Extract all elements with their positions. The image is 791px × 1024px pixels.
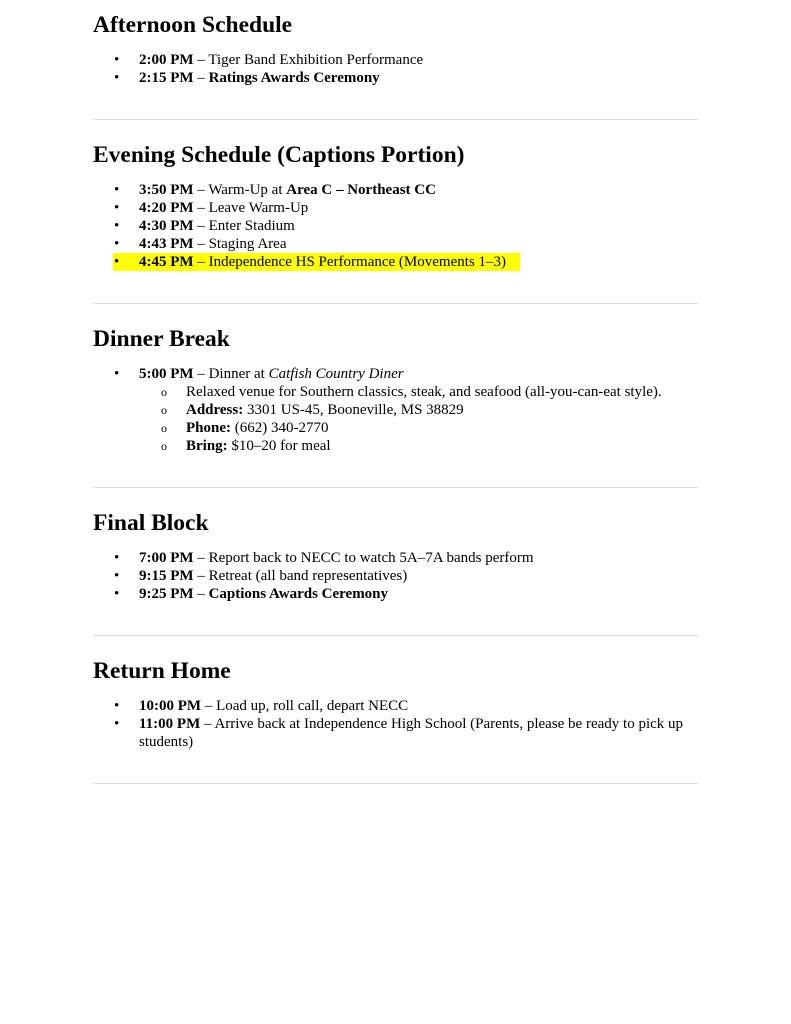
divider xyxy=(93,303,698,304)
bring-value: $10–20 for meal xyxy=(227,438,331,454)
item-time: 4:45 PM xyxy=(139,254,194,270)
divider xyxy=(93,487,698,488)
list-item xyxy=(93,697,698,715)
item-time: 4:30 PM xyxy=(139,218,194,234)
phone-value: (662) 340-2770 xyxy=(231,420,329,436)
address-label: Address: xyxy=(186,402,244,418)
item-text: Leave Warm-Up xyxy=(208,200,309,216)
item-text-bold: Ratings Awards Ceremony xyxy=(208,70,380,86)
bullet-icon: • xyxy=(114,182,120,198)
item-text: Report back to NECC to watch 5A–7A bands perform xyxy=(208,550,534,566)
item-time: 4:20 PM xyxy=(139,200,194,216)
section-heading: Dinner Break xyxy=(93,326,230,352)
address-value: 3301 US-45, Booneville, MS 38829 xyxy=(243,402,464,418)
separator: – xyxy=(193,200,209,216)
divider xyxy=(93,783,698,784)
sub-list-item xyxy=(93,383,698,401)
bullet-icon: • xyxy=(114,52,120,68)
bullet-icon: • xyxy=(114,200,120,216)
separator: – xyxy=(193,254,209,270)
item-location: Area C – Northeast CC xyxy=(286,182,436,198)
section-final-block xyxy=(93,509,698,636)
list-item xyxy=(93,567,698,585)
bullet-icon: • xyxy=(114,550,120,566)
list-item xyxy=(93,365,698,383)
section-heading: Evening Schedule (Captions Portion) xyxy=(93,142,465,168)
item-time: 2:00 PM xyxy=(139,52,194,68)
highlighted-list-item xyxy=(93,253,698,271)
item-time: 7:00 PM xyxy=(139,550,194,566)
circle-bullet-icon: o xyxy=(161,385,167,399)
item-text: Staging Area xyxy=(208,236,287,252)
list-item xyxy=(93,549,698,567)
bullet-icon: • xyxy=(114,218,120,234)
bullet-icon: • xyxy=(114,716,120,732)
restaurant-name: Catfish Country Diner xyxy=(268,366,404,382)
separator: – xyxy=(193,70,209,86)
item-text: Load up, roll call, depart NECC xyxy=(216,698,409,714)
divider xyxy=(93,635,698,636)
item-text: Warm-Up at xyxy=(208,182,287,198)
separator: – xyxy=(193,568,209,584)
list-item xyxy=(93,585,698,603)
section-evening-schedule xyxy=(93,141,698,304)
bullet-icon: • xyxy=(114,236,120,252)
list-item xyxy=(93,199,698,217)
sub-list-item xyxy=(93,419,698,437)
item-text: Retreat (all band representatives) xyxy=(208,568,408,584)
item-time: 9:15 PM xyxy=(139,568,194,584)
bring-label: Bring: xyxy=(186,438,228,454)
list-item xyxy=(93,51,698,69)
item-text: Arrive back at Independence High School (Parents, please be ready to pick up students) xyxy=(139,716,684,750)
section-dinner-break xyxy=(93,325,698,488)
item-time: 4:43 PM xyxy=(139,236,194,252)
item-text: Relaxed venue for Southern classics, steak, and seafood (all-you-can-eat style). xyxy=(186,384,662,400)
sub-list-item xyxy=(93,437,698,455)
section-heading: Return Home xyxy=(93,658,231,684)
schedule-list xyxy=(93,365,698,383)
separator: – xyxy=(193,366,209,382)
document-page xyxy=(93,0,698,784)
section-return-home xyxy=(93,657,698,784)
list-item xyxy=(93,181,698,199)
separator: – xyxy=(200,716,215,732)
divider xyxy=(93,119,698,120)
section-heading: Final Block xyxy=(93,510,209,536)
separator: – xyxy=(193,182,209,198)
item-time: 9:25 PM xyxy=(139,586,194,602)
section-heading: Afternoon Schedule xyxy=(93,12,293,38)
item-time: 2:15 PM xyxy=(139,70,194,86)
separator: – xyxy=(193,218,209,234)
schedule-list xyxy=(93,549,698,603)
bullet-icon: • xyxy=(114,568,120,584)
sub-list-item xyxy=(93,401,698,419)
list-item xyxy=(93,235,698,253)
bullet-icon: • xyxy=(114,254,120,270)
section-afternoon-schedule xyxy=(93,0,698,120)
item-time: 5:00 PM xyxy=(139,366,194,382)
circle-bullet-icon: o xyxy=(161,439,167,453)
separator: – xyxy=(193,236,209,252)
separator: – xyxy=(193,52,209,68)
list-item xyxy=(93,69,698,87)
phone-label: Phone: xyxy=(186,420,231,436)
item-text: Dinner at xyxy=(208,366,269,382)
item-text-bold: Captions Awards Ceremony xyxy=(208,586,389,602)
circle-bullet-icon: o xyxy=(161,421,167,435)
separator: – xyxy=(193,586,209,602)
item-text: Enter Stadium xyxy=(208,218,295,234)
list-item xyxy=(93,217,698,235)
schedule-list xyxy=(93,181,698,271)
dinner-details-list xyxy=(93,383,698,455)
item-time: 3:50 PM xyxy=(139,182,194,198)
bullet-icon: • xyxy=(114,70,120,86)
list-item xyxy=(93,715,698,751)
item-time: 10:00 PM xyxy=(139,698,202,714)
bullet-icon: • xyxy=(114,586,120,602)
circle-bullet-icon: o xyxy=(161,403,167,417)
bullet-icon: • xyxy=(114,366,120,382)
item-time: 11:00 PM xyxy=(139,716,201,732)
schedule-list xyxy=(93,51,698,87)
item-text: Tiger Band Exhibition Performance xyxy=(208,52,424,68)
item-text: Independence HS Performance (Movements 1–3) xyxy=(208,254,506,270)
bullet-icon: • xyxy=(114,698,120,714)
separator: – xyxy=(193,550,209,566)
schedule-list xyxy=(93,697,698,751)
separator: – xyxy=(201,698,217,714)
